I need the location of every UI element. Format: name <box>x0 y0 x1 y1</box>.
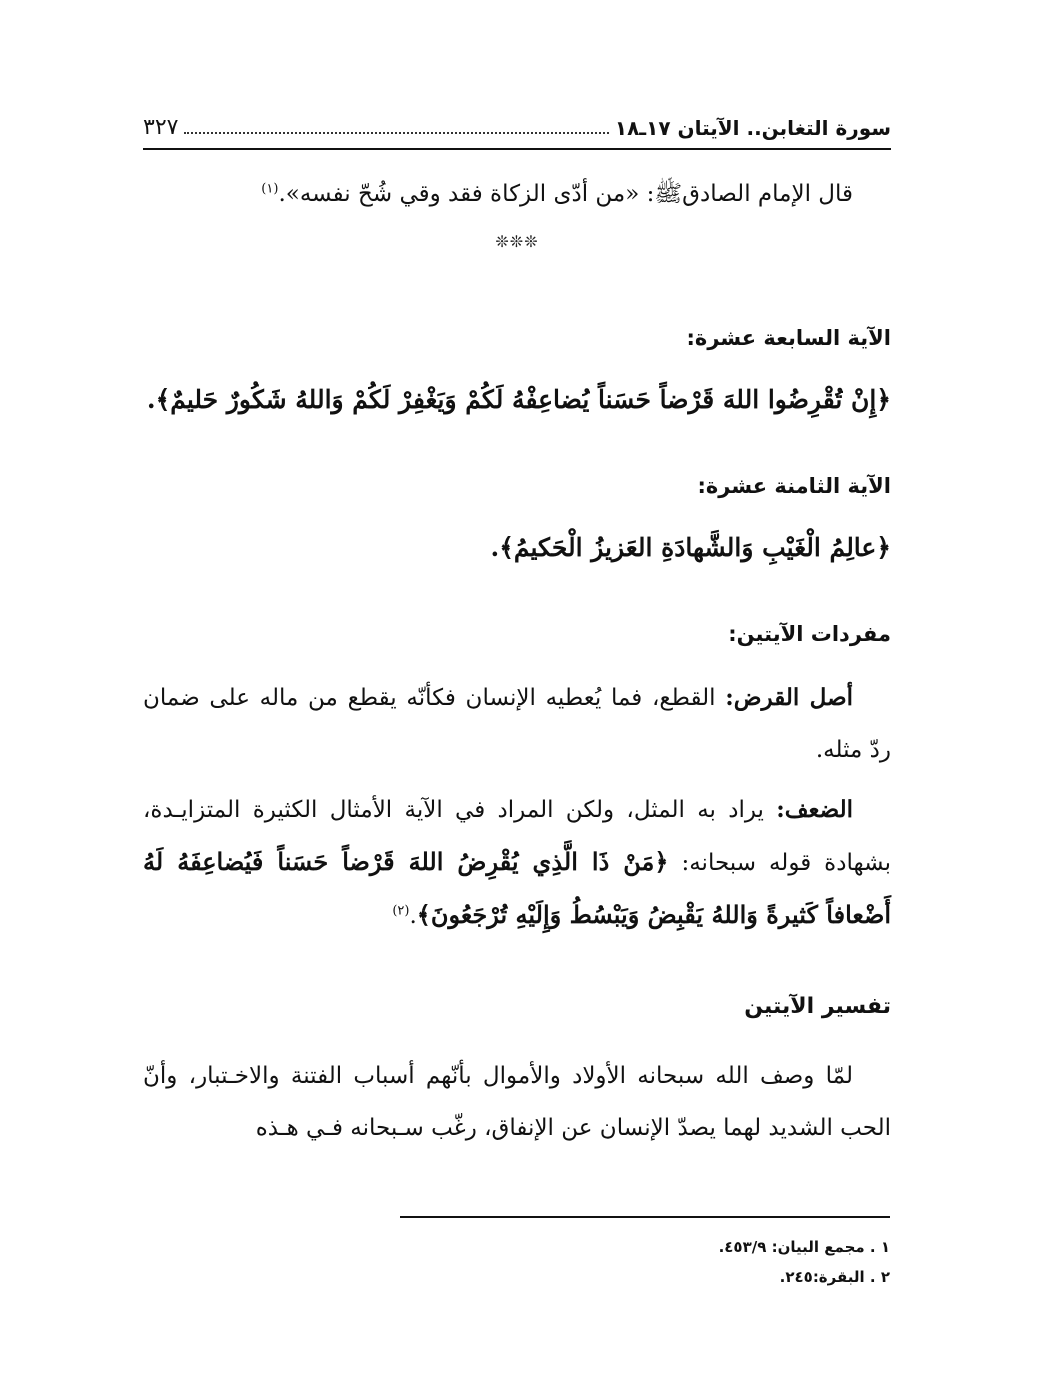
section-separator: ❊❊❊ <box>495 232 539 251</box>
footnote-ref-1: (١) <box>261 181 279 197</box>
footnote-2: ٢ . البقرة:٢٤٥. <box>779 1268 890 1286</box>
header-rule <box>143 148 891 150</box>
footnote-ref-2: (٢) <box>392 903 410 919</box>
vocab-qard-paragraph <box>143 672 891 776</box>
page-number: ٣٢٧ <box>143 115 179 140</box>
qard-term: أصل القرض: <box>725 684 853 711</box>
footnotes <box>400 1232 890 1292</box>
vocab-daaf-paragraph <box>143 784 891 942</box>
qard-text: القطع، فما يُعطيه الإنسان فكأنّه يقطع من ماله على ضمان ردّ مثله. <box>143 685 891 763</box>
tafsir-text: لمّا وصف الله سبحانه الأولاد والأموال بأنّهم أسباب الفتنة والاخـتبار، وأنّ الحب الشديد لهما يصدّ الإنسان عن الإنفاق، رغّب سـبحانه فـي هـذه <box>143 1063 891 1141</box>
daaf-end: . <box>409 903 417 929</box>
ayah18-heading: الآية الثامنة عشرة: <box>697 474 891 498</box>
daaf-text: يراد به المثل، ولكن المراد في الآية الأمثال الكثيرة المتزايـدة، بشهادة قوله سبحانه: <box>143 797 891 876</box>
quote-text: قال الإمام الصادقﷺ: «من أدّى الزكاة فقد وقي شُحّ نفسه». <box>278 181 853 207</box>
ayah17-verse: ﴿إِنْ تُقْرِضُوا اللهَ قَرْضاً حَسَناً يُضاعِفْهُ لَكُمْ وَيَغْفِرْ لَكُمْ وَاللهُ شَكُورٌ حَليمٌ﴾. <box>146 385 891 414</box>
header-title: سورة التغابن.. الآيتان ١٧ـ١٨ <box>614 116 891 140</box>
tafsir-heading: تفسير الآيتين <box>744 994 891 1019</box>
tafsir-paragraph <box>143 1050 891 1154</box>
daaf-verse: ﴿مَنْ ذَا الَّذِي يُقْرِضُ اللهَ قَرْضاً حَسَناً فَيُضاعِفَهُ لَهُ أَضْعافاً كَثيرةً وَاللهُ يَقْبِضُ وَيَبْسُطُ وَإِلَيْهِ تُرْجَعُونَ﴾ <box>143 847 891 929</box>
running-header <box>143 100 891 140</box>
footnote-1: ١ . مجمع البيان: ٤٥٣/٩. <box>718 1238 890 1256</box>
ayah17-heading: الآية السابعة عشرة: <box>686 326 891 350</box>
header-leader-dots <box>184 132 608 134</box>
daaf-term: الضعف: <box>776 796 853 823</box>
ayah18-verse: ﴿عالِمُ الْغَيْبِ وَالشَّهادَةِ العَزيزُ الْحَكيمُ﴾. <box>490 533 891 562</box>
footnote-rule <box>400 1216 890 1218</box>
quote-paragraph <box>143 168 891 220</box>
vocab-heading: مفردات الآيتين: <box>728 622 891 646</box>
